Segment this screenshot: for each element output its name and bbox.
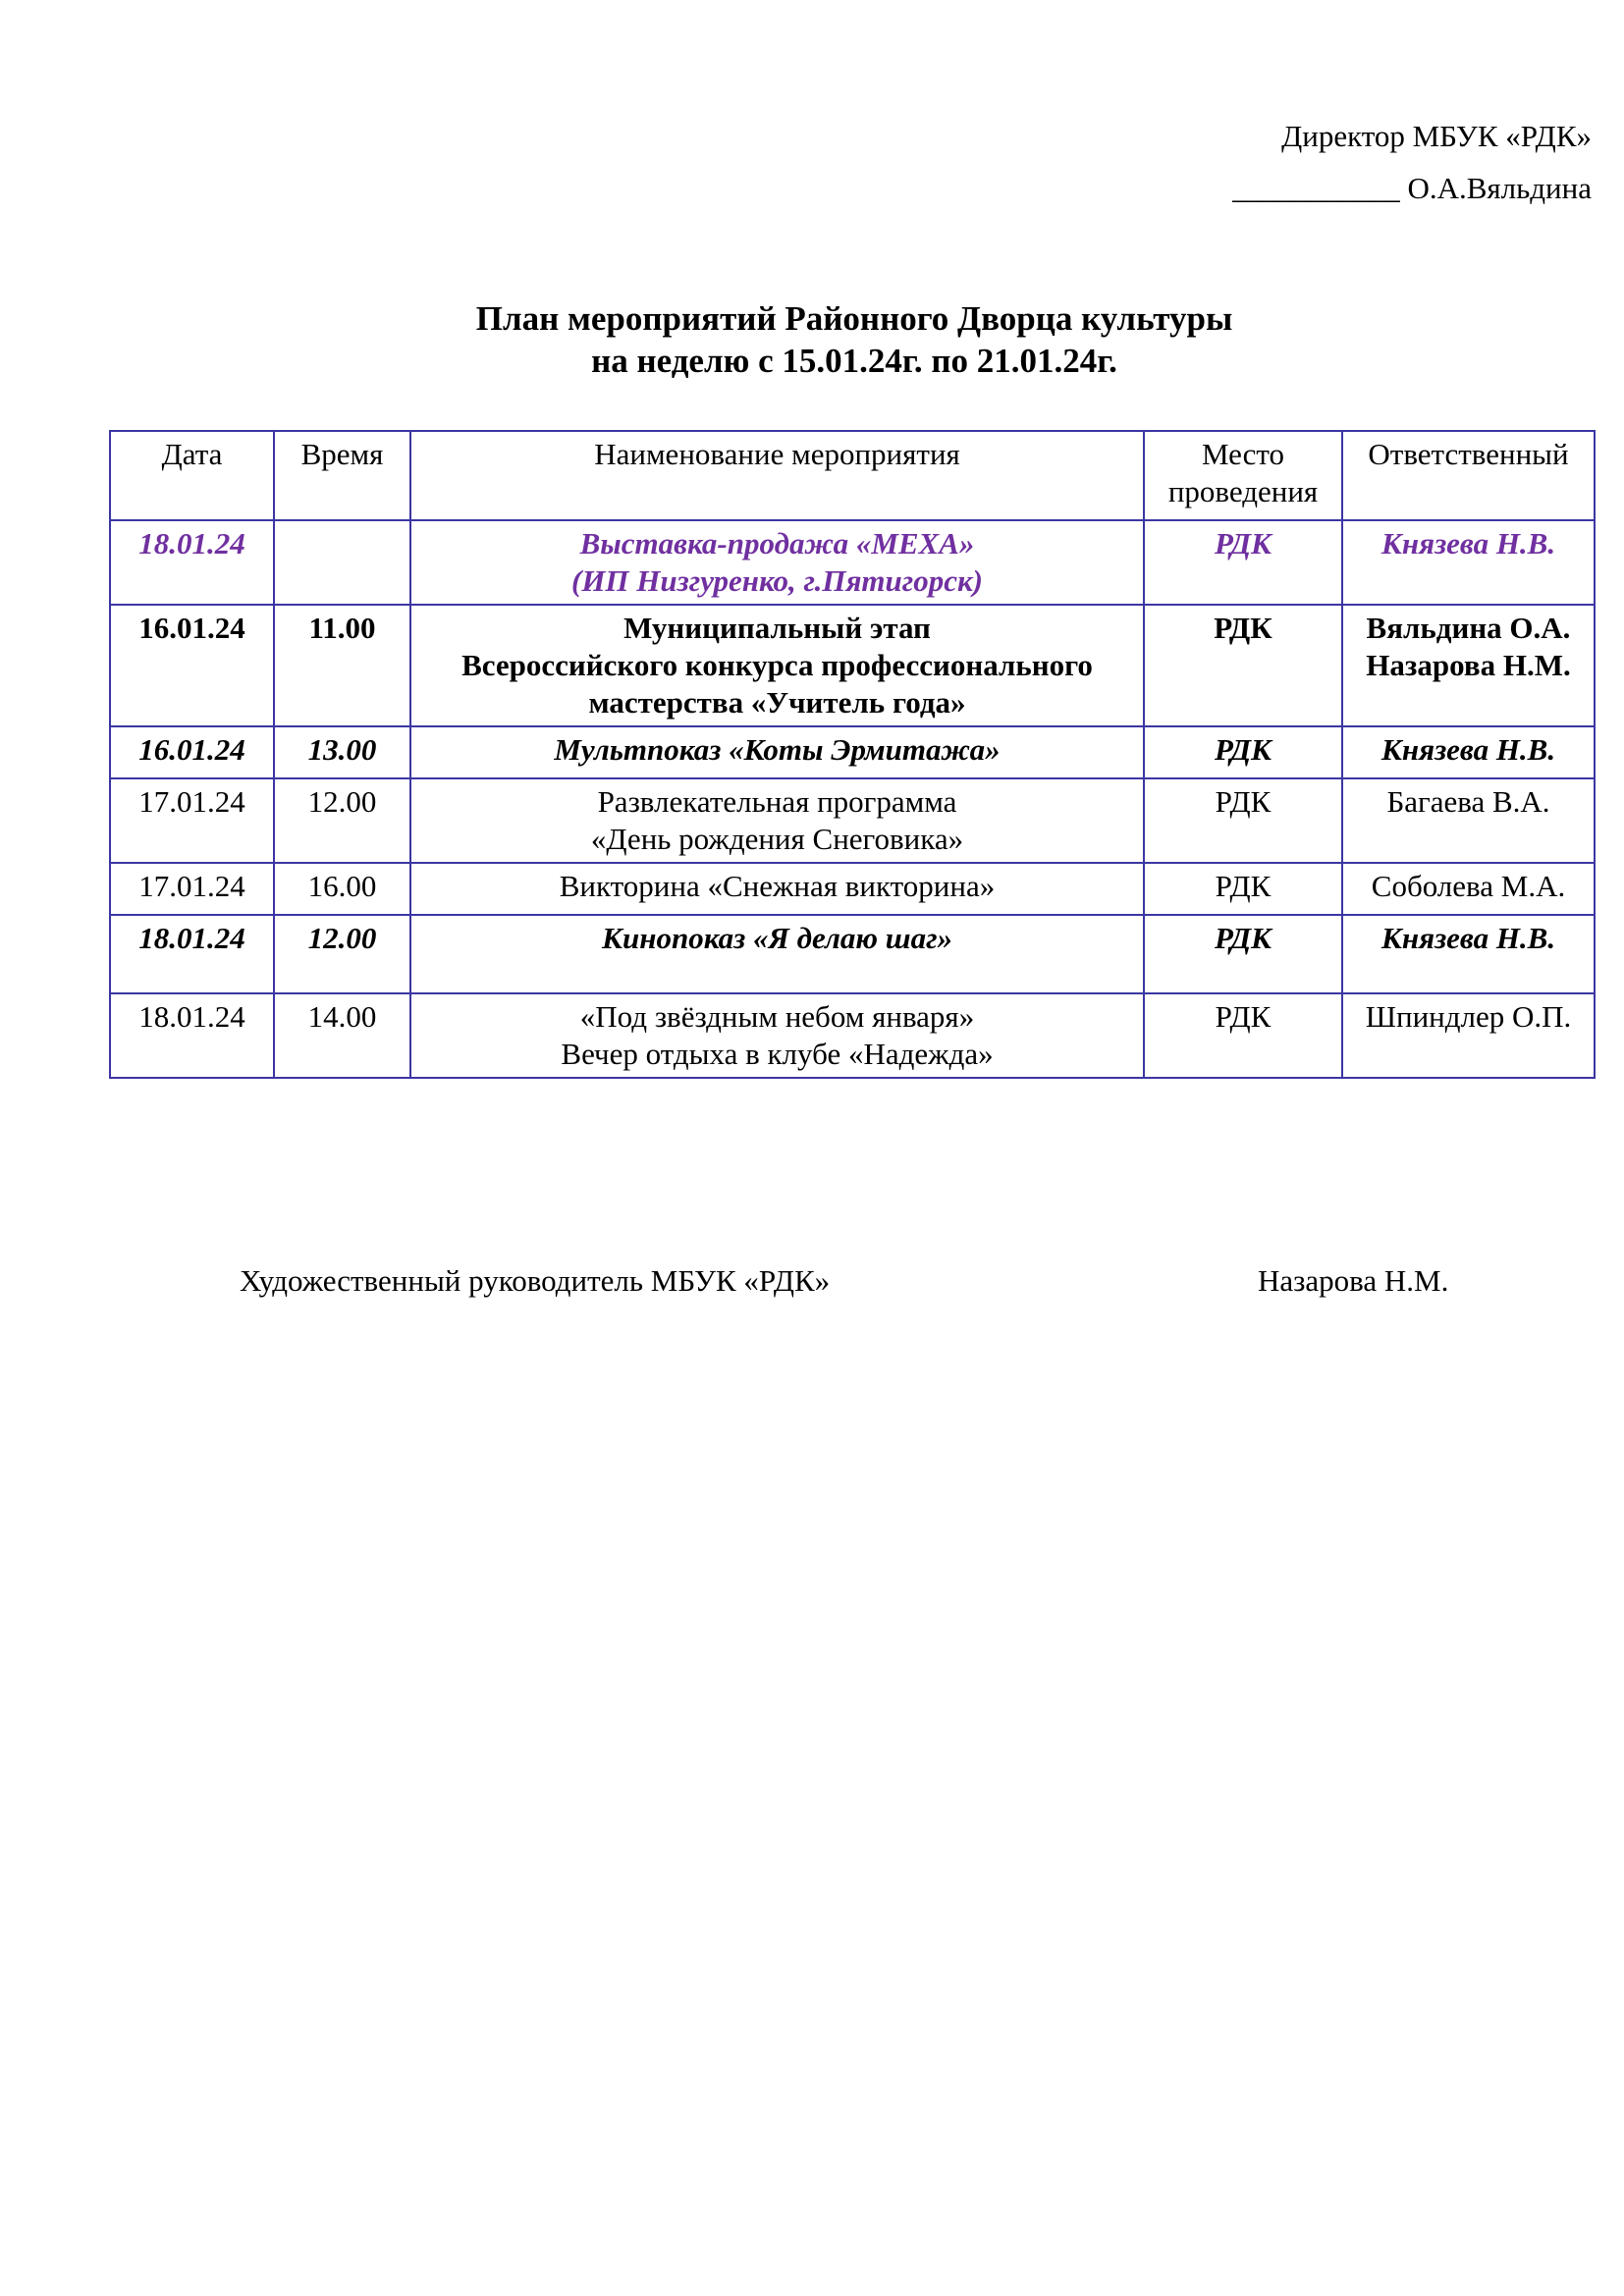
cell-place: РДК <box>1144 726 1342 778</box>
cell-event <box>410 993 1144 1078</box>
cell-place: РДК <box>1144 778 1342 863</box>
cell-time: 12.00 <box>274 778 410 863</box>
table-row <box>110 726 1595 778</box>
responsible-line: Вяльдина О.А. <box>1366 611 1571 645</box>
cell-time: 16.00 <box>274 863 410 915</box>
event-line: Вечер отдыха в клубе «Надежда» <box>561 1037 994 1071</box>
cell-event <box>410 778 1144 863</box>
cell-place: РДК <box>1144 520 1342 605</box>
responsible-line: Соболева М.А. <box>1371 869 1566 903</box>
cell-responsible <box>1342 778 1595 863</box>
event-line: Всероссийского конкурса профессионального <box>461 648 1093 682</box>
cell-responsible <box>1342 520 1595 605</box>
cell-date: 18.01.24 <box>110 915 274 993</box>
cell-time: 13.00 <box>274 726 410 778</box>
cell-responsible <box>1342 993 1595 1078</box>
cell-place: РДК <box>1144 605 1342 726</box>
header-place <box>1144 431 1342 520</box>
cell-event <box>410 726 1144 778</box>
cell-place: РДК <box>1144 863 1342 915</box>
table-row <box>110 605 1595 726</box>
table-row <box>110 520 1595 605</box>
event-line: Кинопоказ «Я делаю шаг» <box>601 921 953 955</box>
header-time: Время <box>274 431 410 520</box>
cell-date: 17.01.24 <box>110 863 274 915</box>
event-line: (ИП Низгуренко, г.Пятигорск) <box>571 563 983 598</box>
approval-signature: ___________ О.А.Вяльдина <box>1232 171 1592 205</box>
cell-event <box>410 863 1144 915</box>
cell-date: 17.01.24 <box>110 778 274 863</box>
cell-event <box>410 520 1144 605</box>
cell-time <box>274 520 410 605</box>
title-line-1: План мероприятий Районного Дворца культуры <box>475 299 1233 338</box>
responsible-line: Князева Н.В. <box>1380 921 1556 955</box>
cell-responsible <box>1342 915 1595 993</box>
events-table <box>109 430 1596 1079</box>
responsible-line: Багаева В.А. <box>1386 784 1550 819</box>
table-row <box>110 993 1595 1078</box>
cell-responsible <box>1342 726 1595 778</box>
header-place-line-2: проведения <box>1167 474 1319 508</box>
cell-date: 16.01.24 <box>110 726 274 778</box>
event-line: Развлекательная программа <box>597 784 957 819</box>
cell-responsible <box>1342 605 1595 726</box>
event-line: «День рождения Снеговика» <box>590 822 964 856</box>
table-row <box>110 778 1595 863</box>
event-line: Викторина «Снежная викторина» <box>559 869 996 903</box>
cell-time: 11.00 <box>274 605 410 726</box>
header-date: Дата <box>110 431 274 520</box>
cell-place: РДК <box>1144 993 1342 1078</box>
footer-name: Назарова Н.М. <box>1258 1263 1449 1298</box>
responsible-line: Князева Н.В. <box>1380 732 1556 767</box>
header-responsible: Ответственный <box>1342 431 1595 520</box>
header-event: Наименование мероприятия <box>410 431 1144 520</box>
responsible-line: Назарова Н.М. <box>1366 648 1571 682</box>
cell-event <box>410 915 1144 993</box>
cell-time: 14.00 <box>274 993 410 1078</box>
cell-date: 18.01.24 <box>110 520 274 605</box>
cell-responsible <box>1342 863 1595 915</box>
table-header-row <box>110 431 1595 520</box>
cell-event <box>410 605 1144 726</box>
event-line: «Под звёздным небом января» <box>579 999 975 1034</box>
event-line: Мультпоказ «Коты Эрмитажа» <box>554 732 1001 767</box>
footer-position: Художественный руководитель МБУК «РДК» <box>240 1263 831 1298</box>
approval-title: Директор МБУК «РДК» <box>1281 119 1592 153</box>
cell-time: 12.00 <box>274 915 410 993</box>
responsible-line: Князева Н.В. <box>1380 526 1556 561</box>
event-line: Выставка-продажа «МЕХА» <box>579 526 975 561</box>
table-row <box>110 915 1595 993</box>
approval-block <box>1232 110 1592 214</box>
cell-date: 18.01.24 <box>110 993 274 1078</box>
event-line: Муниципальный этап <box>623 611 931 645</box>
document-title <box>0 297 1624 382</box>
cell-place: РДК <box>1144 915 1342 993</box>
event-line: мастерства «Учитель года» <box>588 685 966 720</box>
responsible-line: Шпиндлер О.П. <box>1365 999 1572 1034</box>
table-row <box>110 863 1595 915</box>
header-place-line-1: Место <box>1201 437 1285 471</box>
cell-date: 16.01.24 <box>110 605 274 726</box>
title-line-2: на неделю с 15.01.24г. по 21.01.24г. <box>591 342 1117 380</box>
